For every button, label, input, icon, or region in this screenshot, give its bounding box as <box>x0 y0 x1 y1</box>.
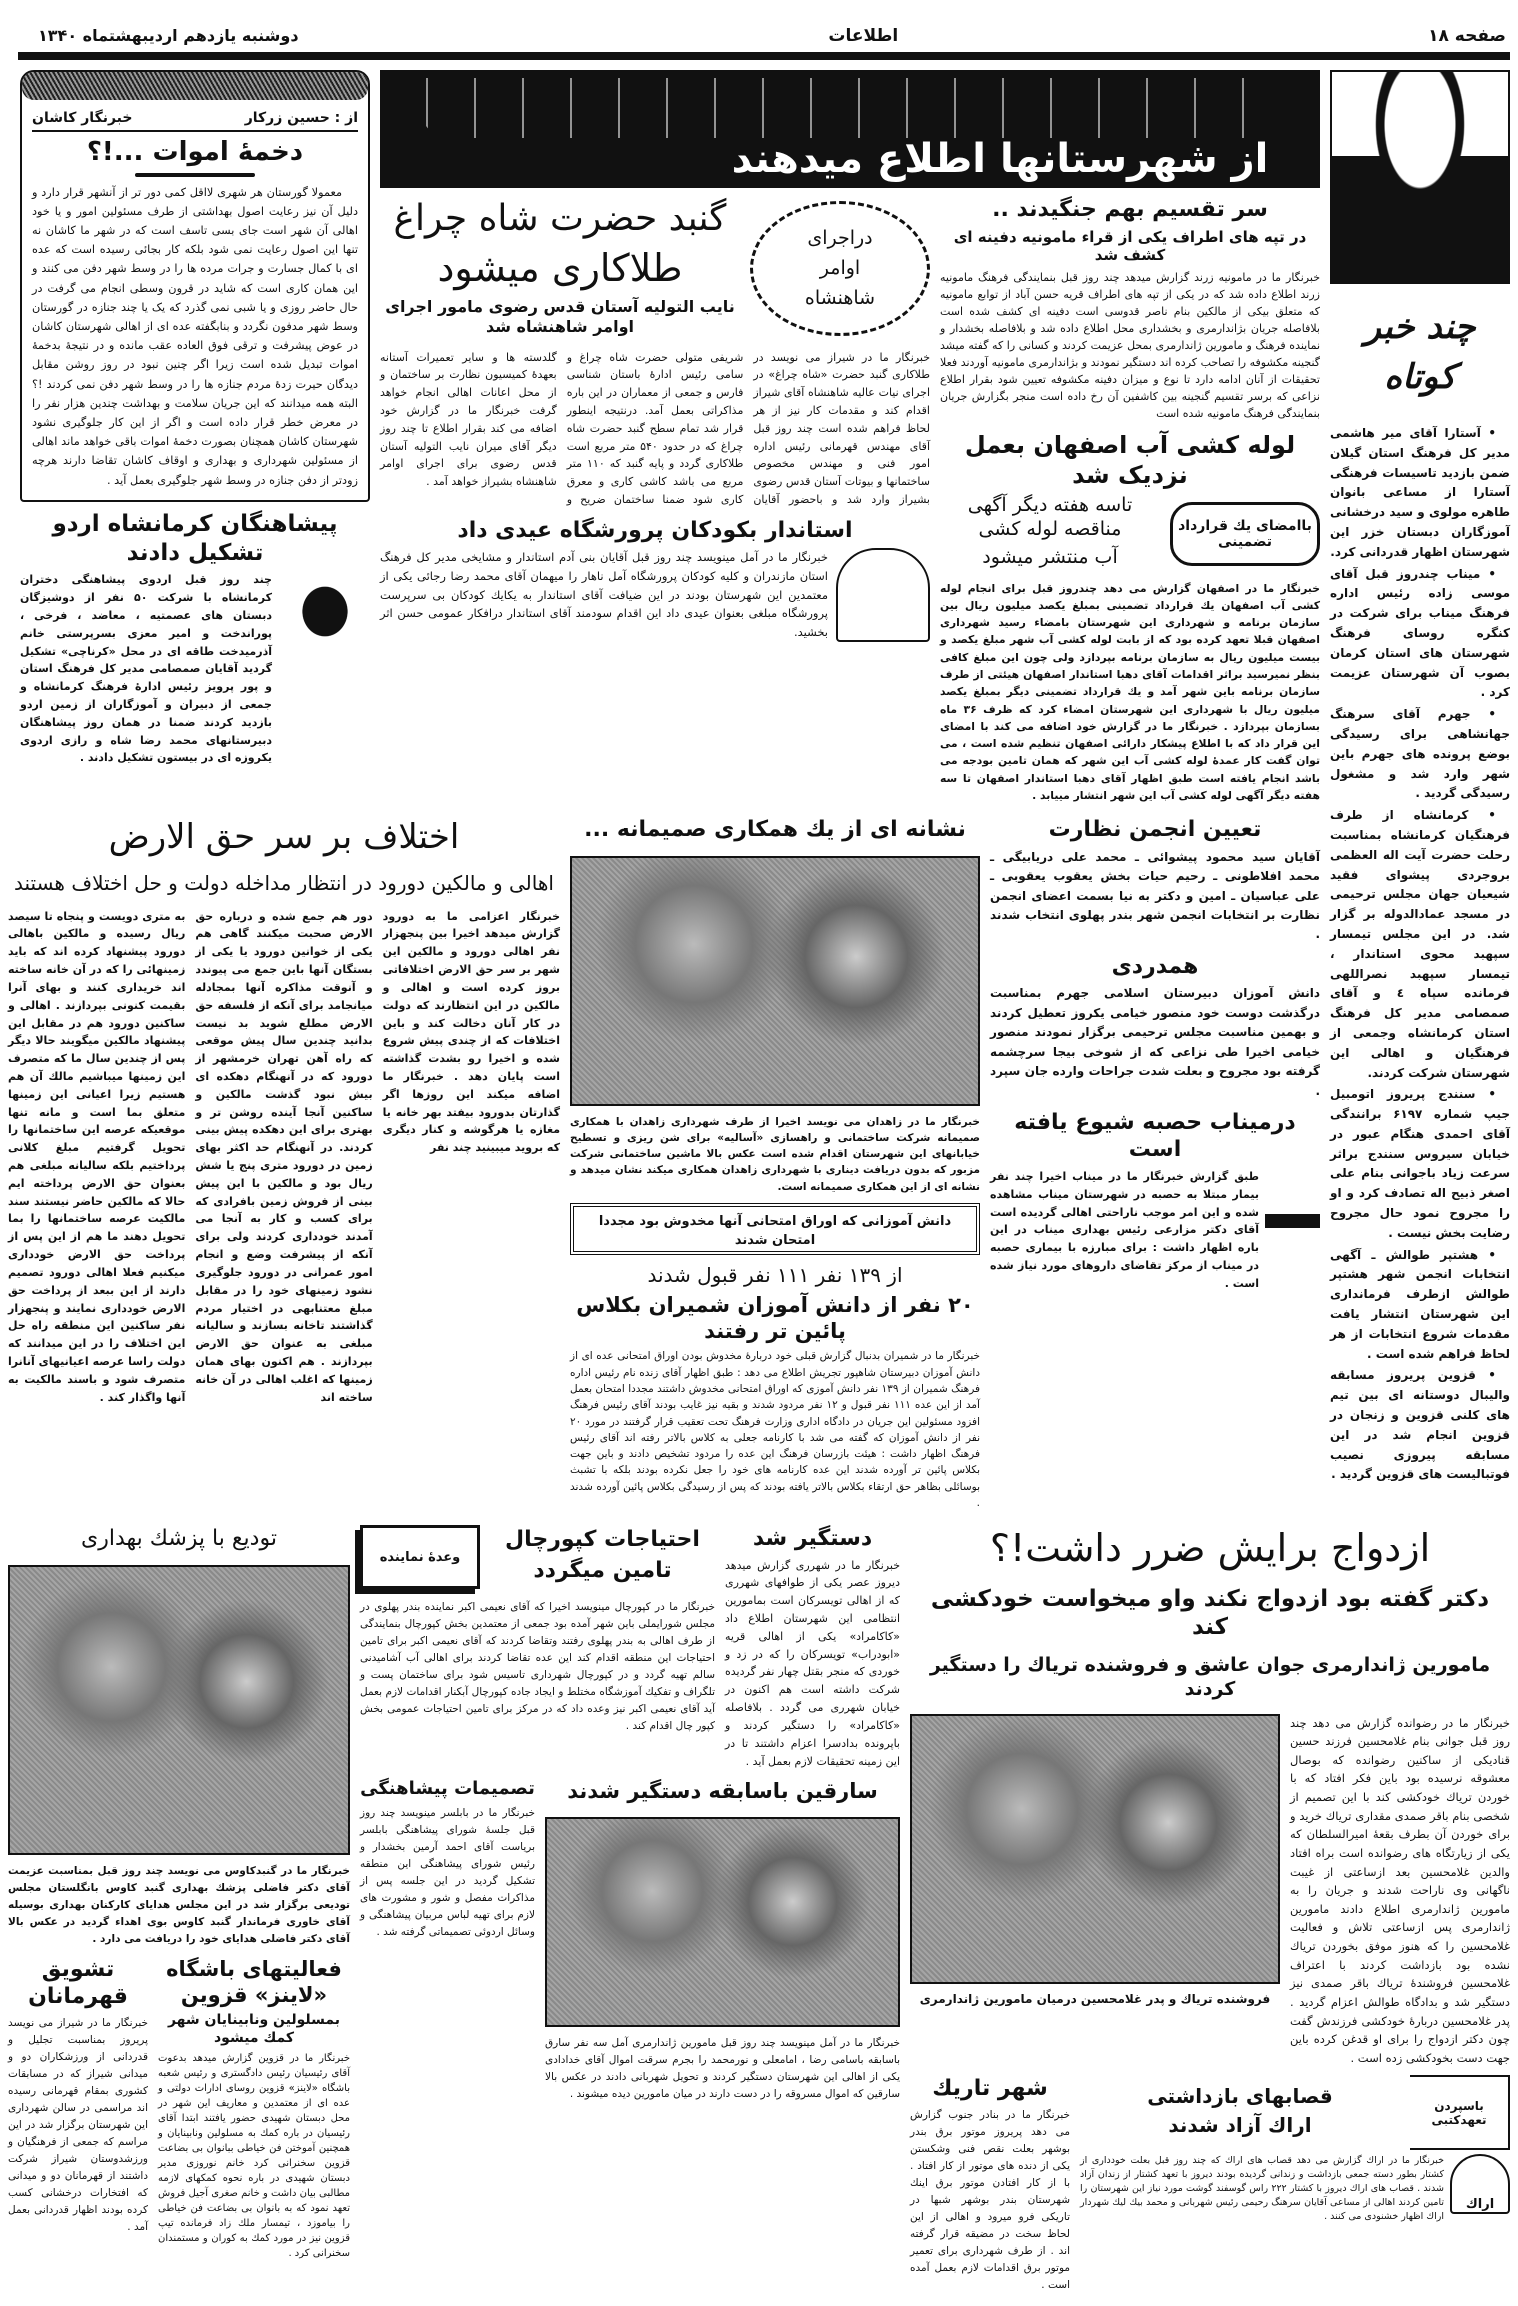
section-banner <box>380 70 1320 188</box>
article-body: خبرنگار ما در رضوانده گزارش می دهد چند روز قبل جوانی بنام غلامحسین فرزند حسین قنادیکی از ساکنین رضوانده که بوصال معشوقه نرسیده بود باین فکر افتاد که با خوردن تریاك خودکشی کند با این تصمیم از شخصی بنام باقر صمدی مقداری تریاك خرید و برای خوردن آن بطرف بقعهٔ امیرالسلطان که یکی از زیارتگاه های رضوانده است براه افتاد والدین غلامحسین بعد ازساعتی از غیبت ناگهانی وی ناراحت شدند و جریان را به مامورین ژاندارمری اطلاع دادند مامورین ژاندارمری پس ازساعتی تلاش و فعالیت غلامحسین را که هنوز موفق بخوردن تریاك نشده بود بازداشت کردند با اعتراف غلامحسین فروشندهٔ تریاك باقر صمدی نیز دستگیر شد و بدادگاه طوالش اعزام گردید . پدر غلامحسین دربارهٔ خودکشی فرزندش گفت چون دکتر ازدواج را برای او قدغن کرده باین جهت دست بخودکشی زده است . <box>1290 1715 1510 2065</box>
article-body: چند روز قبل اردوی پیشاهنگی دختران کرمانشاه با شرکت ۵۰ نفر از دوشیزگان دبستان های عصمتیه ، معاضد ، فرخی ، پوراندخت و امیر معزی بسرپرستی خانم آذرمیدخت طاقه ای در محل «کرناچی» تشکیل گردید آقایان صمصامی مدیر کل فرهنگ استان و پور پرویز رئیس ادارهٔ فرهنگ کرمانشاه و جمعی از دبیران و آموزگاران از زمین اردو بازدید کردند ضمنا در همان روز پیشاهنگان دبیرستانهای محمد رضا شاه و رازی اردوی یکروزه ای در بیستون تشکیل دادند . <box>20 573 272 765</box>
article-body: طبق گزارش خبرنگار ما در میناب اخیرا چند نفر بیمار مبتلا به حصبه در شهرستان میناب مشاهده شده و این امر موجب ناراحتی اهالی گردیده است آقای دکتر مزارعی رئیس بهداری میناب در این باره اظهار داشت : برای مبارزه با بیماری حصبه در میناب از مرکز تقاضای داروهای مورد نیاز شده است . <box>990 1169 1259 1290</box>
headline-2: طلاکاری میشود <box>437 246 683 290</box>
subheadline: در تپه های اطراف یکی از قراء مامونیه دفینه ای کشف شد <box>953 227 1307 265</box>
article-body: خبرنگار ما در کپورچال مینویسد اخیرا که آقای نعیمی اکبر نماینده بندر پهلوی در مجلس شورایملی باین شهر آمده بود جمعی از معتمدین بخش کپورچال بنمایندگی از طرف اهالی به بندر پهلوی رفتند وتقاضا کردند که آقای نعیمی اکبر برای تامین احتیاجات این منطقه اقدام کند این عده تقاضا کردند برای اهالی آب آشامیدنی سالم تهیه گردد و در کپورچال شهرداری تاسیس شود برای ساختمان پست و تلگراف و تفکیك آموزشگاه مختلط و ایجاد جاده کپورچال آبکنار اقدامات لازم بعمل آید آقای نعیمی اکبر نیز وعده داد که در مرکز برای تامین احتیاجات عمومی بخش کپور چال اقدام کند . <box>360 1601 715 1733</box>
article-column: دور هم جمع شده و درباره حق الارض صحبت میکنند گاهی هم یکی از خوانین دورود یا یکی از بستگان آنها باین جمع می پیوندد و آنوقت مذاکره آنها بمجادله میانجامد برای آنکه از فلسفه حق الارض مطلع شوید بد نیست بدانید چندین سال پیش موقعی که راه آهن تهران خرمشهر از دورود که در آنهنگام دهکده ای بیش نبود گذشت مالکین و ساکنین آنجا آینده روشن تر و بهتری برای این دهکده پیش بینی کردند. در آنهنگام حد اکثر بهای زمین در دورود متری پنج یا شش ریال بود و مالکین با این پیش بینی از فروش زمین بافرادی که برای کسب و کار به آنجا می آمدند خودداری کردند ولی برای آنکه از پیشرفت وضع و انجام امور عمرانی در دورود جلوگیری نشود زمینهای خود را در مقابل مبلغ معتنابهی در اختیار مردم گذاشتند تاخانه بسازند و سالیانه مبلغی به عنوان حق الارض بپردازند . هم اکنون بهای همان زمینها که اغلب اهالی در آن خانه ساخته اند <box>195 909 373 1404</box>
list-item: • هشتپر طوالش ـ آگهی انتخابات انجمن شهر هشتپر طوالش ازطرف فرمانداری این شهرستان انتشار یافت مقدمات شروع انتخابات از هر لحاظ فراهم شده است . <box>1330 1247 1510 1361</box>
headline: فعالیتهای باشگاه «لاینز» قزوین <box>166 1956 342 2007</box>
box-text: دانش آموزانی که اوراق امتحانی آنها مخدوش بود مجددا امتحان شدند <box>598 1213 952 1248</box>
subheadline: ۲۰ نفر از دانش آموزان شمیران بکلاس پائین تر رفتند <box>576 1292 974 1344</box>
list-item: • میناب چندروز قبل آقای موسی زاده رئیس اداره فرهنگ میناب برای شرکت در کنگره روسای فرهنگ شهرستان های استان کرمان بصوب آن شهرستان عزیمت کرد . <box>1330 566 1510 700</box>
headline: تودیع با پزشك بهداری <box>81 1526 277 1552</box>
headline: گنبد حضرت شاه چراغ <box>393 198 727 239</box>
issue-date: دوشنبه یازدهم اردیبهشتماه ۱۳۴۰ <box>38 26 299 45</box>
article-body: خبرنگار ما در شمیران بدنبال گزارش قبلی خود دربارهٔ مخدوش بودن اوراق امتحانی عده ای از دانش آموزان دبیرستان شاهپور تجریش اطلاع می دهد : طبق اظهار آقای زنده نام رئیس اداره فرهنگ شمیران از ۱۳۹ نفر دانش آموزی که اوراق امتحانی مخدوش داشتند مجددا امتحان بعمل آمد از این عده ۱۱۱ نفر قبول و ۱۲ نفر مردود شدند و بقیه نیز غایب بودند آقای رئیس فرهنگ افزود مسئولین این جریان در دادگاه اداری وزارت فرهنگ تحت تعقیب قرار گرفتند در مورد ۲۰ نفر از دانش آموزان که گفته می شد با کارنامه جعلی به کلاس بالاتر رفته اند آقای رئیس فرهنگ اظهار داشت : هیئت بازرسان فرهنگ این عده را مردود تشخیص دادند و باین جهت بکلاس پائین تر آورده شدند این عده کارنامه های خود را جعل نکرده بودند بلکه با تشبث بوسائلی بظاهر حق ارتقاء بکلاس بالاتر یافته بودند که پس از رسیدگی بکلاس پائین آورده شدند . <box>570 1350 981 1509</box>
photo-caption: خبرنگار ما در آمل مینویسد چند روز قبل مامورین ژاندارمری آمل سه نفر سارق باسابقه باسامی رضا ، امامعلی و نورمحمد را بجرم سرقت اموال آقای خدادادی یکی از اهالی این شهرستان دستگیر کردند و تحویل شهربانی دادند در عکس بالا سارقین که اموال مسروقه را در دست دارند در میان مامورین دیده میشوند . <box>545 2036 900 2100</box>
article-body: خبرنگار ما در شیراز می نویسد در طلاکاری گنبد حضرت «شاه چراغ» در اجرای نیات عالیه شاهنشاه آقای شیراز اقدام کند و مقدمات کار نیز از هر لحاظ فراهم شده است چند روز قبل آقای مهندس قهرمانی رئیس اداره امور فنی و مهندس مخصوص ساختمانها و بیوتات آستان قدس رضوی بشیراز وارد شد و باحضور آقایان شریفی متولی حضرت شاه چراغ و سامی رئیس ادارهٔ باستان شناسی فارس و جمعی از معماران در این باره مذاکراتی بعمل آمد. درنتیجه اینطور قرار شد تمام سطح گنبد حضرت شاه چراغ که در حدود ۵۴۰ متر مربع است طلاکاری گردد و پایه گنبد که ۱۱۰ متر مربع می باشد کاشی کاری و معرق کاری شود ضمنا ساختمان ضریح و گلدسته ها و سایر تعمیرات آستانه بعهدهٔ کمیسیون نظارت بر ساختمان و از محل اعانات اهالی انجام خواهد گرفت خبرنگار ما در گزارش خود اضافه می کند بقرار اطلاع تا چند روز دیگر آقای میران نایب التولیه آستان قدس رضوی برای اجرای اوامر شاهنشاه بشیراز خواهد آمد . <box>380 350 930 506</box>
arrested-thieves-photo <box>545 1817 900 2027</box>
subheadline: دکتر گفته بود ازدواج نکند واو میخواست خودکشی کند <box>930 1585 1490 1641</box>
dakhme-article-box <box>20 70 370 502</box>
subheadline: اهالی و مالکین دورود در انتظار مداخله دولت و حل اختلاف هستند <box>14 870 554 895</box>
headline: از ۱۳۹ نفر ۱۱۱ نفر قبول شدند <box>647 1262 903 1287</box>
palm-tree-logo <box>1265 1168 1320 1228</box>
headline: نشانه ای از یك همکاری صمیمانه ... <box>584 817 966 843</box>
badge-text: باامضای یك قرارداد تضمینی <box>1178 518 1312 551</box>
list-item: • قزوین پریروز مسابقه والیبال دوستانه ای بین تیم های کلنی قزوین و زنجان در قزوین انجام شد در این مسابقه پیروزی نصیب فوتبالیست های قزوین گردید . <box>1330 1368 1510 1482</box>
headline: تعیین انجمن نظارت <box>1048 817 1262 843</box>
contract-badge <box>1170 502 1320 566</box>
headline: پیشاهنگان کرمانشاه اردو تشکیل دادند <box>52 510 338 566</box>
headline: تشویق قهرمانان <box>28 1956 128 2010</box>
headline: سارقین باسابقه دستگیر شدند <box>567 1779 878 1804</box>
farewell-ceremony-photo <box>8 1565 350 1855</box>
page-number: صفحه ۱۸ <box>1428 26 1506 46</box>
photo-caption: فروشنده تریاك و پدر غلامحسین درمیان مامورین ژاندارمری <box>919 1991 1271 2006</box>
headline: اختلاف بر سر حق الارض <box>108 817 460 858</box>
promise-box: وعدهٔ نماینده <box>360 1525 480 1589</box>
article-body: معمولا گورستان هر شهری لااقل کمی دور تر از آنشهر قرار دارد و دلیل آن نیز رعایت اصول بهداشتی از طرف مسئولین امور و یا خود اهالی آن شهر است جای بسی تاسف است که در شهر ما کاشان نه تنها این اصول رعایت نمی شود بلکه کار بجائی رسیده است که عده ای با کمال جسارت و جرات مرده ها را در وسط شهر دفن می کنند و این همان کاری است که شاید در قرون وسطی انجام می گرفت در حال حاضر روزی و یا شبی نمی گذرد که یک یا چند جنازه در گورستان وسط شهر مدفون نگردد و بنابگفته عده ای از اهالی شهرستان کاشان در عوض پیشرفت و ترقی فوق العاده عقب مانده و در نتیجهٔ بدخمهٔ اموات تبدیل شده است زیرا اگر چنین نبود در روز روشن مقابل دیدگان حیرت زدهٔ مردم جنازه ها را در وسط شهر دفن نمی کردند !؟ البته همه میدانند که این جریان سلامت و بهداشت چندین هزار نفر را در معرض خطر قرار داده است و اگر از این کار جلوگیری نشود شهرستان کاشان همچنان بصورت دخمهٔ اموات باقی خواهد ماند اهالی از مسئولین شهرداری و بهداری و اوقاف کاشان تقاضا دارند هرچه زودتر از دفن جنازه در وسط شهر جلوگیری بعمل آید . <box>32 185 358 487</box>
article-column: به متری دویست و پنجاه تا سیصد ریال رسیده و مالکین باهالی دورود پیشنهاد کرده اند که باید زمینهائی را که در آن خانه ساخته اند خریداری کنند و بهای آنرا بقیمت کنونی بپردازند . اهالی و ساکنین دورود هم در مقابل این پیشنهاد مالکین میگویند حالا دیگر پس از چندین سال ما که متصرف این زمینها میباشیم مالك آن هم هستیم زیرا اعیانی این زمینها متعلق بما است و مانه تنها موقعیکه عرصه این ساختمانها را تحویل گرفتیم مبلغ کلانی پرداختیم بلکه سالیانه مبلغی هم بعنوان حق الارض پرداخته ایم حالا که مالکین حاضر نیستند سند مالکیت عرصه ساختمانها را بما تحویل دهند ما هم از این پس از پرداخت حق الارض خودداری میکنیم فعلا اهالی دورود تصمیم دارند از این ببعد از پرداخت حق الارض خودداری نمایند و پنجهزار نفر ساکنین این منطقه راه حل این اختلاف را در این میدانند که دولت راسا عرصه اعیانیهای آنانرا متصرف شود و باسند مالکیت به آنها واگذار کند . <box>8 909 186 1404</box>
photo-caption: خبرنگار ما در زاهدان می نویسد اخیرا از طرف شهرداری زاهدان با همکاری صمیمانه شرکت ساختمانی و راهسازی «آسالیه» برای شن ریزی و تسطیح خیابانهای این شهرستان اقدام شده است عکس بالا ماشین ساختمانی شرکت مزبور که بدون دریافت دیناری با شهرداری زاهدان همکاری میکند نشان میدهد و نشانه ای از این همکاری صمیمانه است. <box>570 1115 980 1193</box>
headline-2: تامین میگردد <box>533 1558 672 1584</box>
list-item: • سنندج پریروز اتومبیل جیپ شماره ۶۱۹۷ برانندگی آقای احمدی هنگام عبور در خیابان سیروس سنندج براثر سرعت زیاد باجوانی بنام علی اصغر ذبیح اله تصادف کرد و او را مجروح نمود حال مجروح رضایت بخش نیست . <box>1330 1087 1510 1240</box>
headline: قصابهای بازداشتی <box>1147 2083 1333 2108</box>
headline: درمیناب حصبه شیوع یافته است <box>1014 1109 1296 1163</box>
headline: شهر تاریك <box>932 2076 1048 2102</box>
article-body: خبرنگار ما در اصفهان گزارش می دهد چندروز قبل برای انجام لوله کشی آب اصفهان یك قرارداد تضمینی بمبلغ یکصد میلیون ریال بین سازمان برنامه و شهرداری این شهرستان بامضاء رسید شهرداری اصفهان قبلا تعهد کرده بود که از بابت لوله کشی آب شهر مبلغ یکصد و بیست میلیون ریال به سازمان برنامه بپردازد ولی چون این مبلغ کافی بنظر نمیرسید براثر اقدامات آقای دهبا استاندار اصفهان هیئتی از طرف سازمان برنامه باین شهر آمد و یك قرارداد تضمینی دیگر بمبلغ یکصد میلیون ریال با شهرداری این شهرستان امضاء کرد که ظرف ۳۶ ماه بسازمان بپردازد . خبرنگار ما در گزارش خود اضافه می کند با امضای این قرار داد که با اطلاع پیشکار دارائی اصفهان تنظیم شده است ، می توان گفت کار عمدهٔ لوله کشی آب این شهر که همان تامین بودجه می باشد انجام یافته است طبق اظهار آقای دهبا استاندار اصفهان تا سه هفته دیگر آگهی لوله کشی آب این شهر انتشار مییابد . <box>940 581 1320 802</box>
arak-logo: اراك <box>1450 2154 1510 2214</box>
road-machine-photo <box>570 856 980 1106</box>
list-item: • کرمانشاه از طرف فرهنگیان کرمانشاه بمناسبت رحلت حضرت آیت اله العظمی بروجردی پیشوای فقید شیعیان جهان مجلس ترحیمی در مسجد عمادالدوله بر گزار شد. در این مجلس تیمسار سپهبد محوی استاندار ، تیمسار سپهبد نصراللهی فرمانده سپاه ٤ و آقای صمصامی مدیر کل فرهنگ استان کرمانشاه وجمعی از فرهنگیان و اهالی این شهرستان شرکت کردند. <box>1330 808 1510 1080</box>
author: از : حسین زرکار <box>244 110 358 126</box>
subheadline: نایب التولیه آستان قدس رضوی مامور اجرای اوامر شاهنشاه شد <box>385 296 735 336</box>
page-header <box>8 0 1510 52</box>
city-emblems-illustration <box>420 78 1280 138</box>
article-body: خبرنگار ما در اراك گزارش می دهد قصاب های اراك که چند روز قبل بعلت خودداری از کشتار بطور دسته جمعی بازداشت و زندانی گردیده بودند دیروز با تعهد کشتار از زندان آزاد شدند . قصاب های اراك دیروز با کشتار ۲۲۲ راس گوسفند گوشت مورد نیاز این شهرستان را تامین کردند اهالی از مساعی آقایان سرهنگ رحیمی رئیس شهربانی و محمد بیك لیك شهردار اراك اظهار خشنودی می کنند . <box>1080 2155 1444 2222</box>
article-body: خبرنگار ما در شهرری گزارش میدهد دیروز عصر یکی از طوافهای شهرری که از اهالی تویسرکان است بمامورین انتظامی این شهرستان اطلاع داد «کاکامراد» یکی از اهالی قریه «ابودراب» تویسرکان را که در زد و خوردی که منجر بقتل چهار نفر گردیده شرکت داشته است هم اکنون در خیابان شهرری می گردد . بلافاصله «کاکامراد» را دستگیر کردند و باپرونده بدادسرا اعزام داشتند تا در این زمینه تحقیقات لازم بعمل آید . <box>725 1558 900 1768</box>
article-body: خبرنگار ما در آمل مینویسد چند روز قبل آقایان بنی آدم استاندار و مشایخی مدیر کل فرهنگ استان مازندران و کلیه کودکان پرورشگاه آمل ناهار را میهمان آقای محمد رضا رجائی یکی از معتمدین این شهرستان بودند در این ضیافت آقای استاندار به یکایك کودکان بی سرپرست پرورشگاه مبلغی بعنوان عیدی داد این اقدام سودمند آقای استاندار درافکار عمومی حسن اثر بخشید. <box>380 550 828 639</box>
headline: ازدواج برایش ضرر داشت!؟ <box>989 1526 1431 1571</box>
article-body: خبرنگار ما در قزوین گزارش میدهد بدعوت آقای رئیسیان رئیس دادگستری و رئیس شعبه باشگاه «لاینز» قزوین روسای ادارات دولتی و عده ای از معتمدین و معاریف این شهر در محل دبستان شهیدی حضور یافتند ابتدا آقای رئیسیان در باره کمك به مسلولین ونابینایان و همچنین آموختن فن خیاطی ببانوان بی بضاعت قزوین سخنرانی کرد خانم نوروزی مدیر دبستان شهیدی در باره نحوه کمکهای لازمه مطالبی بیان داشت و خانم صغری آجیل فروش تعهد نمود که به بانوان بی بضاعت فن خیاطی را بیاموزد ، تیمسار ملك زاد فرمانده تیپ قزوین نیز در مورد کمك به کوران و مستمندان سخنرانی کرد . <box>158 2053 350 2260</box>
headline-hamdardi: همدردی <box>1111 953 1199 979</box>
article-body: آقایان سید محمود پیشوائی ـ محمد علی دریابیگی ـ محمد افلاطونی ـ رحیم حیات بخش یعقوب یعقوبی ـ علی عباسیان ـ امین و دکتر به نیا بسمت اعضای انجمن نظارت بر انتخابات انجمن شهر بندر پهلوی انتخاب شدند . <box>990 849 1320 942</box>
article-body-hamdardi: دانش آموزان دبیرستان اسلامی جهرم بمناسبت درگذشت دوست خود منصور خیامی یکروز تعطیل کردند و بهمین مناسبت مجلس ترحیمی برگزار نمودند منصور خیامی اخیرا طی نزاعی که از شوخی بیجا سرچشمه گرفته بود مجروح و بعلت شدت جراحات وارده جان سپرد . <box>990 986 1320 1098</box>
headline: لوله کشی آب اصفهان بعمل نزدیک شد <box>964 431 1296 490</box>
headline: دستگیر شد <box>752 1526 873 1552</box>
scroll-top-decoration <box>22 72 368 100</box>
subheadline: بمسلولین ونابینایان شهر کمك میشود <box>167 2012 341 2046</box>
section-title: چند خبر کوتاه <box>1364 307 1476 397</box>
subheadline: تاسه هفته دیگر آگهی مناقصه لوله کشی <box>967 494 1133 541</box>
article-body: خبرنگار ما در مامونیه زرند گزارش میدهد چند روز قبل بنمایندگی فرهنگ مامونیه زرند اطلاع داده شد که در یکی از تپه های اطراف قریه حسن آباد از توابع مامونیه که متعلق بیکی از مالکین بنام ناصر قدوسی است دفینه ای کشف شده است بلافاصله جریان بژاندارمری و بخشداری محل اطلاع داده شد و بلافاصله بخشدار و نماینده فرهنگ و مامورین ژاندارمری بمحل عزیمت کردند و کسانی را که گفته میشد گنجینه مکشوفه را تصاحب کرده اند دستگیر نمودند و بژاندارمری مامونیه آوردند فعلا تحقیقات از آنان ادامه دارد تا نوع و میزان دفینه مکشوفه تعیین شود بقرار اطلاع نزاعی که برسر تقسیم گنجینه بین کاشفین آن رخ داده است منجر بگزارش جریان بنمایندگی فرهنگ مامونیه شده است <box>940 271 1320 421</box>
starburst-text: دراجرای اوامر شاهنشاه <box>804 226 876 310</box>
headline: احتیاجات کپورچال <box>505 1526 700 1552</box>
subheadline-2: مامورین ژاندارمری جوان عاشق و فروشنده تریاك را دستگیر کردند <box>929 1654 1491 1700</box>
headline: استاندار بکودکان پرورشگاه عیدی داد <box>457 517 853 543</box>
article-body: خبرنگار ما در بابلسر مینویسد چند روز قبل جلسهٔ شورای پیشاهنگی بابلسر بریاست آقای احمد آرمین بخشدار و رئیس شورای پیشاهنگی این منطقه تشکیل گردید در این جلسه پس از مذاکرات مفصل و شور و مشورت های لازم برای تهیه لباس مربیان پیشاهنگی و وسائل اردوئی تصمیماتی گرفته شد . <box>360 1806 535 1938</box>
ornament-divider <box>135 173 255 177</box>
article-column: خبرنگار اعزامی ما به دورود گزارش میدهد اخیرا بین پنجهزار نفر اهالی دورود و مالکین این شهر بر سر حق الارض اختلافاتی بروز کرده است و اهالی و مالکین در این انتظارند که دولت در کار آنان دخالت کند و باین اختلافات که از چندی پیش شروع شده و اخیرا رو بشدت گذاشته است پایان دهد . خبرنگار ما اضافه میکند این روزها اگر گذارتان بدورود بیفتد بهر خانه یا مغازه یا هرگوشه و کنار دیگری که بروید میبینید چند نفر <box>382 909 560 1155</box>
headline: دخمهٔ اموات ...!؟ <box>86 137 304 167</box>
headline-2: اراك آزاد شدند <box>1168 2112 1312 2137</box>
kermanshah-logo <box>280 571 370 661</box>
photo-caption: خبرنگار ما در گنبدکاوس می نویسد چند روز قبل بمناسبت عزیمت آقای دکتر فاضلی پزشك بهداری گنبد کاوس بانگلستان مجلس تودیعی برگزار شد در این مجلس هدایای کارکنان بهداری بوسیله آقای خاوری فرماندار گنبد کاوس بوی اهداء گردید در عکس بالا آقای دکتر فاضلی هدایای خود را دریافت می دارد . <box>8 1864 350 1945</box>
article-body: خبرنگار ما در شیراز می نویسد پریروز بمناسبت تجلیل و قدردانی از ورزشکاران دو و میدانی شیراز که در مسابقات کشوری بمقام قهرمانی رسیده اند مراسمی در سالن شهرداری این شهرستان برگزار شد در این مراسم که جمعی از فرهنگیان و ورزشدوستان شیراز شرکت داشتند از قهرمانان دو و میدانی که افتخارات درخشانی کسب کرده بودند اظهار قدردانی بعمل آمد . <box>8 2016 148 2233</box>
telephone-man-illustration <box>1330 70 1510 284</box>
gendarmerie-group-photo <box>910 1714 1280 1984</box>
newspaper-name: اطلاعات <box>828 26 899 46</box>
headline: تصمیمات پیشاهنگی <box>360 1778 535 1800</box>
article-body: خبرنگار ما در بنادر جنوب گزارش می دهد پریروز موتور برق بندر بوشهر بعلت نقص فنی وشکستن یکی از دنده های موتور از کار افتاد . با از کار افتادن موتور برق اینك شهرستان بندر بوشهر شبها در تاریکی فرو میرود و اهالی از این لحاظ سخت در مضیقه قرار گرفته اند . از طرف شهرداری برای تعمیر موتور برق اقدامات لازم بعمل آمده است . <box>910 2108 1070 2291</box>
headline: سر تقسیم بهم جنگیدند .. <box>992 197 1268 222</box>
list-item: • آستارا آقای میر هاشمی مدیر کل فرهنگ استان گیلان ضمن بازدید تاسیسات فرهنگی آستارا از مساعی بانوان طاهره مولوی و سید درخشانی آموزگاران دبستان خزر این شهرستان اظهار قدردانی کرد. <box>1330 426 1510 559</box>
pledge-box: باسپردن تعهدکتبی <box>1410 2075 1510 2150</box>
byline: خبرنگار کاشان <box>32 110 133 126</box>
subheadline-2: آب منتشر میشود <box>982 545 1118 568</box>
header-rule <box>18 52 1510 60</box>
list-item: • جهرم آقای سرهنگ جهانشاهی برای رسیدگی بوضع پرونده های جهرم باین شهر وارد شد و مشغول رسیدگی گردید . <box>1330 707 1510 801</box>
exam-headline-box <box>570 1203 980 1255</box>
short-news-list <box>1330 424 1510 1487</box>
starburst-badge <box>750 201 930 336</box>
amol-city-illustration <box>836 548 930 642</box>
banner-title: از شهرستانها اطلاع میدهند <box>731 136 1269 182</box>
